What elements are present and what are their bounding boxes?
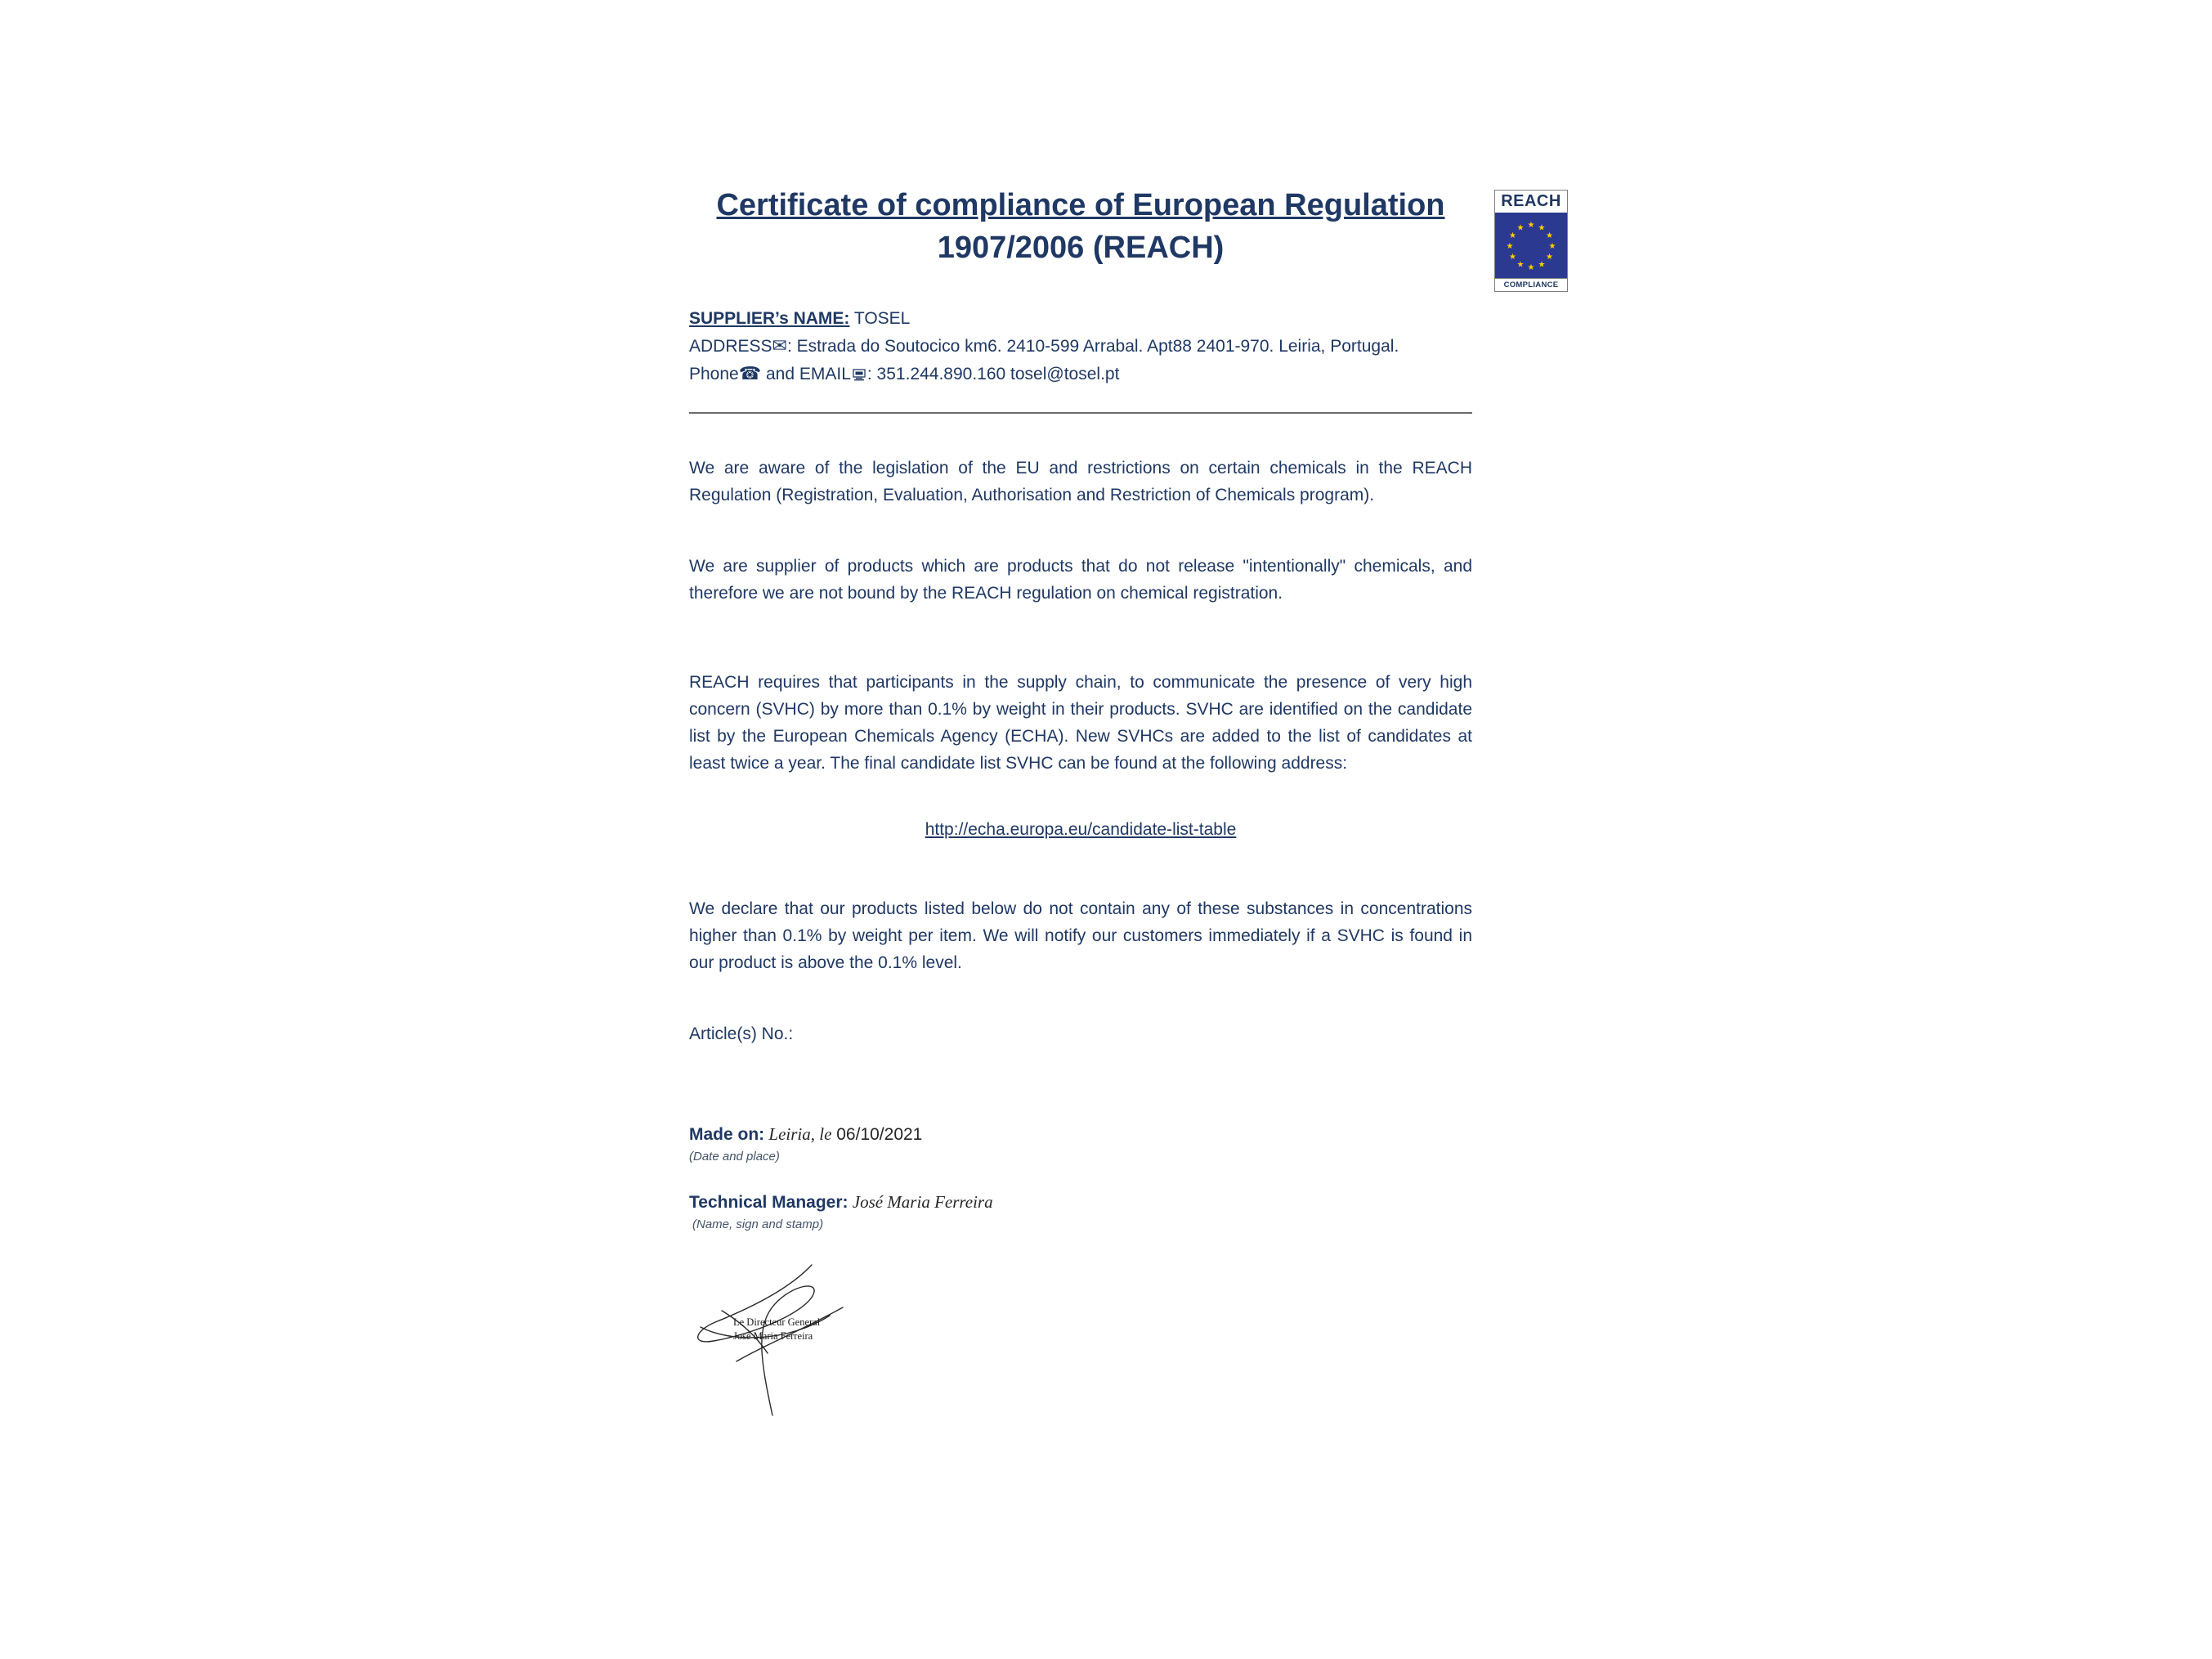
svg-text:★: ★ xyxy=(1538,223,1546,233)
phone-icon: ☎ xyxy=(738,363,762,383)
name-sign-note: (Name, sign and stamp) xyxy=(692,1217,824,1231)
candidate-list-link-line xyxy=(689,816,1472,843)
svg-text:★: ★ xyxy=(1546,231,1553,240)
phone-label: Phone xyxy=(689,365,739,383)
reach-logo-compliance-label: COMPLIANCE xyxy=(1495,278,1567,291)
svg-text:★: ★ xyxy=(1548,242,1556,251)
technical-manager-label: Technical Manager: xyxy=(689,1193,849,1212)
supplier-block xyxy=(689,305,1472,389)
technical-manager-line xyxy=(689,1189,1472,1216)
made-on-date: 06/10/2021 xyxy=(831,1125,923,1144)
svg-text:★: ★ xyxy=(1509,231,1516,240)
svg-text:★: ★ xyxy=(1506,242,1514,251)
signature-stamp-text xyxy=(733,1316,820,1343)
made-on-label: Made on: xyxy=(689,1125,765,1144)
signature-area xyxy=(689,1262,1472,1421)
email-label: and EMAIL xyxy=(761,365,851,383)
email-computer-icon xyxy=(851,362,867,389)
supplier-name-label: SUPPLIER’s NAME: xyxy=(689,309,850,328)
title-line-1: Certificate of compliance of European Regulation xyxy=(716,188,1445,222)
signature-title-line: Le Directeur General xyxy=(733,1316,821,1328)
address-value: Estrada do Soutocico km6. 2410-599 Arrabal. Apt88 2401-970. Leiria, Portugal. xyxy=(796,337,1399,356)
eu-flag-icon xyxy=(1495,213,1567,278)
svg-text:★: ★ xyxy=(1546,253,1553,262)
paragraph-svhc-requirement: REACH requires that participants in the supply chain, to communicate the presence of very high concern (SVHC) by more than 0.1% by weight in their products. SVHC are identified on the candidate list by the European Chemicals Agency (ECHA). New SVHCs are added to the list of candidates at least twice a year. The final candidate list SVHC can be found at the following address: xyxy=(689,673,1472,773)
envelope-icon: ✉ xyxy=(772,335,787,356)
candidate-list-link[interactable]: http://echa.europa.eu/candidate-list-table xyxy=(925,820,1237,839)
date-place-note: (Date and place) xyxy=(689,1150,780,1164)
svg-text:★: ★ xyxy=(1516,223,1525,233)
paragraph-declaration: We declare that our products listed below do not contain any of these substances in concentrations higher than 0.1% by weight per item. We will notify our customers immediately if a SVHC is found in our product is above the 0.1% level. xyxy=(689,899,1472,972)
address-colon: : xyxy=(786,337,797,356)
supplier-name-value: TOSEL xyxy=(849,309,911,328)
svg-text:★: ★ xyxy=(1509,253,1516,262)
svg-text:★: ★ xyxy=(1527,263,1535,272)
document-title xyxy=(689,184,1472,269)
svg-text:★: ★ xyxy=(1538,260,1546,270)
svg-text:★: ★ xyxy=(1516,260,1525,270)
contact-value: 351.244.890.160 tosel@tosel.pt xyxy=(876,365,1120,383)
horizontal-divider xyxy=(689,412,1472,414)
title-line-2: 1907/2006 (REACH) xyxy=(937,231,1225,265)
technical-manager-name: José Maria Ferreira xyxy=(848,1192,993,1212)
paragraph-eu-awareness: We are aware of the legislation of the EU and restrictions on certain chemicals in the REACH Regulation (Registration, Evaluation, Authorisation and Restriction of Chemicals program). xyxy=(689,459,1472,504)
supplier-address-line xyxy=(689,332,1472,360)
contact-colon: : xyxy=(866,365,877,383)
made-on-place: Leiria, le xyxy=(764,1124,832,1144)
supplier-name-line xyxy=(689,305,1472,332)
svg-text:★: ★ xyxy=(1527,221,1535,230)
paragraph-supplier-statement: We are supplier of products which are products that do not release "intentionally" chemicals, and therefore we are not bound by the REACH regulation on chemical registration. xyxy=(689,557,1472,603)
made-on-line xyxy=(689,1121,1472,1148)
document-body xyxy=(689,184,1472,1421)
article-number-label: Article(s) No.: xyxy=(689,1025,794,1043)
address-label: ADDRESS xyxy=(689,337,772,356)
signature-name-line: José Maria Ferreira xyxy=(733,1330,813,1342)
reach-compliance-logo xyxy=(1494,190,1568,292)
reach-logo-title: REACH xyxy=(1501,192,1561,210)
supplier-contact-line xyxy=(689,360,1472,389)
